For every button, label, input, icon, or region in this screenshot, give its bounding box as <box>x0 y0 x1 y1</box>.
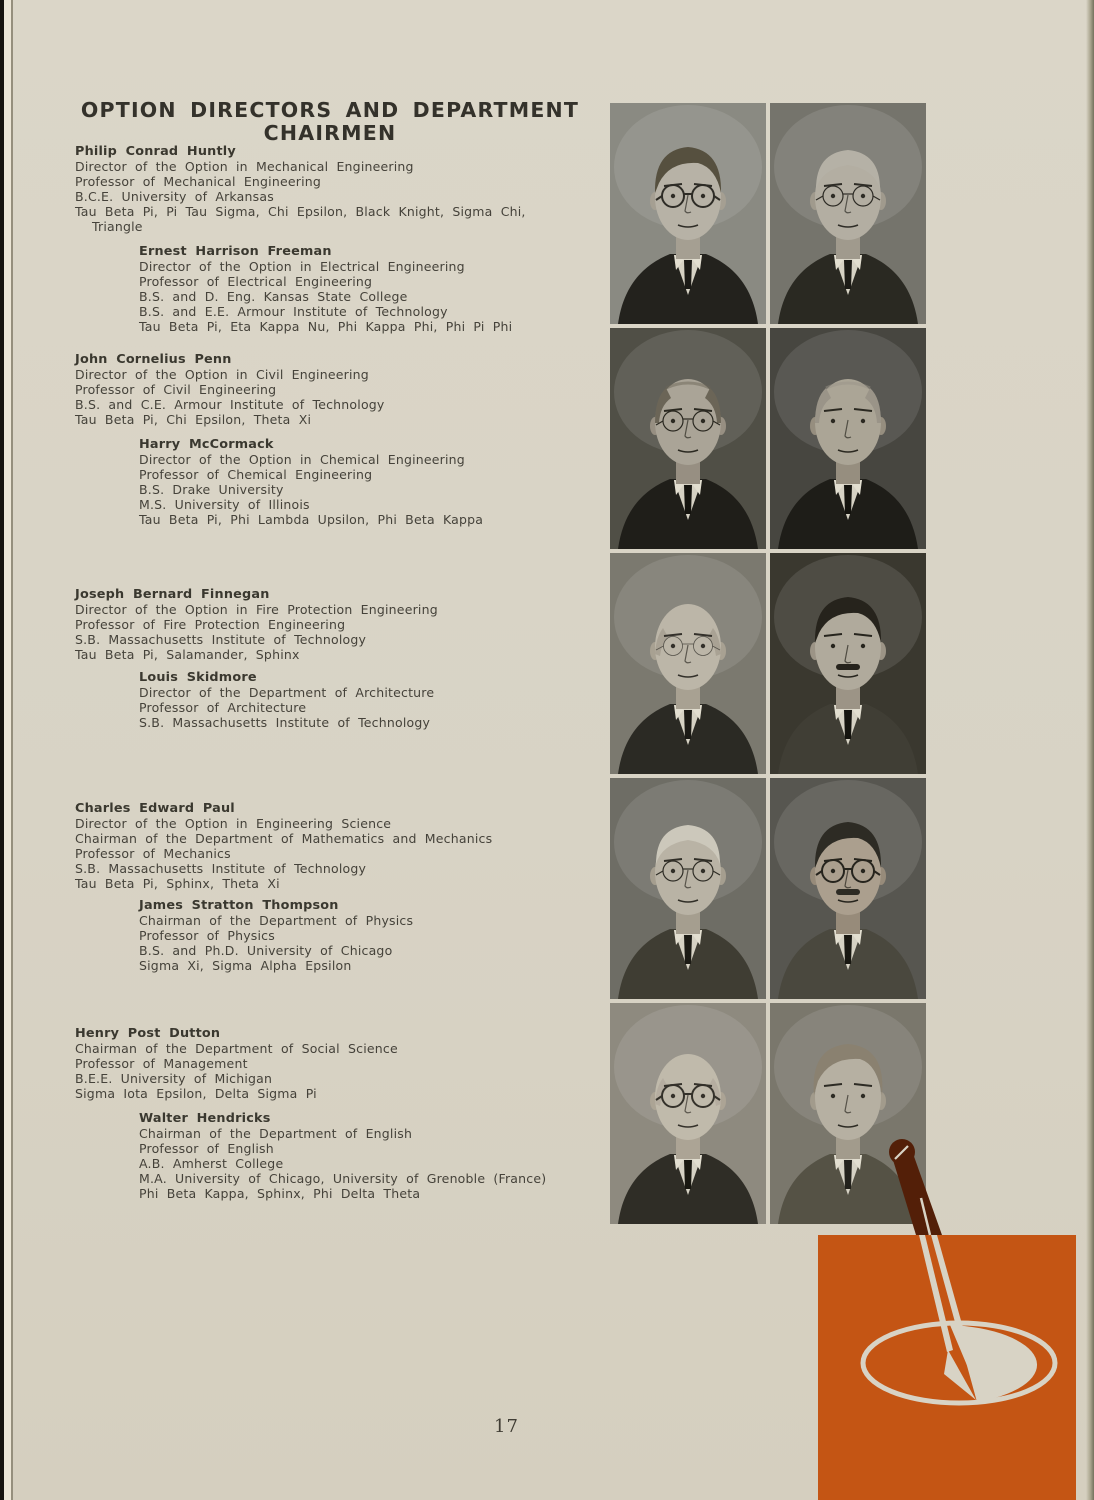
bio-line: Tau Beta Pi, Eta Kappa Nu, Phi Kappa Phi, Phi Pi Phi <box>139 319 513 334</box>
bio-line: Professor of Physics <box>139 928 275 943</box>
bio-line: B.S. and C.E. Armour Institute of Technology <box>75 397 385 412</box>
portrait-photo-skidmore <box>770 553 926 774</box>
compass-legs <box>919 1235 983 1402</box>
bio-line: Director of the Option in Mechanical Engineering <box>75 159 414 174</box>
bio-line: Sigma Xi, Sigma Alpha Epsilon <box>139 958 352 973</box>
bio-line: Director of the Option in Civil Engineering <box>75 367 369 382</box>
bio-line: Professor of Mechanical Engineering <box>75 174 322 189</box>
portrait-photo-hendricks <box>770 1003 926 1224</box>
compass-needle-leg <box>919 1235 953 1352</box>
entry-louis-skidmore <box>139 670 434 730</box>
compass-pen-nib <box>944 1350 976 1400</box>
entry-john-cornelius-penn <box>75 352 385 427</box>
bio-line: Tau Beta Pi, Pi Tau Sigma, Chi Epsilon, Black Knight, Sigma Chi, <box>75 204 526 219</box>
page-number: 17 <box>494 1416 519 1437</box>
entry-joseph-bernard-finnegan <box>75 587 438 662</box>
bio-line: Sigma Iota Epsilon, Delta Sigma Pi <box>75 1086 317 1101</box>
entry-ernest-harrison-freeman <box>139 244 512 334</box>
person-name: Henry Post Dutton <box>75 1026 221 1041</box>
bio-line: Chairman of the Department of Social Science <box>75 1041 398 1056</box>
bio-line: Director of the Option in Electrical Engineering <box>139 259 465 274</box>
bio-line: Chairman of the Department of Physics <box>139 913 414 928</box>
entry-charles-edward-paul <box>75 801 492 891</box>
bio-line: M.A. University of Chicago, University of Grenoble (France) <box>139 1171 547 1186</box>
bio-line: S.B. Massachusetts Institute of Technology <box>139 715 431 730</box>
bio-line: Director of the Option in Chemical Engineering <box>139 452 465 467</box>
page-title-line1: OPTION DIRECTORS AND DEPARTMENT <box>80 98 580 122</box>
entry-james-stratton-thompson <box>139 898 413 973</box>
bio-line: B.S. Drake University <box>139 482 284 497</box>
person-name: Ernest Harrison Freeman <box>139 244 332 259</box>
bio-line: B.S. and Ph.D. University of Chicago <box>139 943 393 958</box>
scan-edge-right <box>1086 0 1094 1500</box>
portrait-photo-freeman <box>770 103 926 324</box>
bio-line: Professor of Management <box>75 1056 248 1071</box>
scan-edge-left <box>0 0 15 1500</box>
portrait-photo-paul <box>610 778 766 999</box>
bio-line: Professor of Civil Engineering <box>75 382 277 397</box>
bio-line: M.S. University of Illinois <box>139 497 310 512</box>
bio-line: Professor of Chemical Engineering <box>139 467 373 482</box>
orange-square <box>818 1235 1076 1500</box>
bio-line: Tau Beta Pi, Chi Epsilon, Theta Xi <box>75 412 312 427</box>
bio-line: Director of the Option in Engineering Science <box>75 816 392 831</box>
bio-line: Professor of Fire Protection Engineering <box>75 617 346 632</box>
entry-henry-post-dutton <box>75 1026 398 1101</box>
bio-line: S.B. Massachusetts Institute of Technology <box>75 632 367 647</box>
bio-line: Professor of Architecture <box>139 700 307 715</box>
bio-line: Chairman of the Department of English <box>139 1126 413 1141</box>
bio-line: S.B. Massachusetts Institute of Technology <box>75 861 367 876</box>
portrait-photo-huntly <box>610 103 766 324</box>
bio-line: Triangle <box>92 219 143 234</box>
person-name: Harry McCormack <box>139 437 274 452</box>
bio-line: Professor of Electrical Engineering <box>139 274 373 289</box>
bio-line: Tau Beta Pi, Salamander, Sphinx <box>75 647 300 662</box>
page-title <box>60 99 600 145</box>
person-name: John Cornelius Penn <box>75 352 232 367</box>
person-name: Joseph Bernard Finnegan <box>75 587 270 602</box>
bio-line: B.S. and E.E. Armour Institute of Technology <box>139 304 448 319</box>
bio-line: Phi Beta Kappa, Sphinx, Phi Delta Theta <box>139 1186 421 1201</box>
ellipse-fill <box>950 1325 1037 1401</box>
person-name: James Stratton Thompson <box>139 898 339 913</box>
person-name: Walter Hendricks <box>139 1111 271 1126</box>
bio-line: Chairman of the Department of Mathematics and Mechanics <box>75 831 493 846</box>
portrait-photo-finnegan <box>610 553 766 774</box>
bio-line: Director of the Option in Fire Protection Engineering <box>75 602 438 617</box>
bio-line: A.B. Amherst College <box>139 1156 284 1171</box>
bio-line: Professor of English <box>139 1141 274 1156</box>
portrait-photo-mccormack <box>770 328 926 549</box>
bio-line: Director of the Department of Architecture <box>139 685 435 700</box>
portrait-photo-penn <box>610 328 766 549</box>
person-name: Philip Conrad Huntly <box>75 144 236 159</box>
entry-walter-hendricks <box>139 1111 546 1201</box>
bio-line: Tau Beta Pi, Sphinx, Theta Xi <box>75 876 280 891</box>
portrait-photo-dutton <box>610 1003 766 1224</box>
bio-line: Tau Beta Pi, Phi Lambda Upsilon, Phi Beta Kappa <box>139 512 484 527</box>
person-name: Charles Edward Paul <box>75 801 235 816</box>
page-title-line2: CHAIRMEN <box>263 121 397 145</box>
bio-line: B.C.E. University of Arkansas <box>75 189 274 204</box>
bio-line: Professor of Mechanics <box>75 846 231 861</box>
bio-line: B.S. and D. Eng. Kansas State College <box>139 289 408 304</box>
bio-line: B.E.E. University of Michigan <box>75 1071 273 1086</box>
entry-harry-mccormack <box>139 437 483 527</box>
person-name: Louis Skidmore <box>139 670 257 685</box>
entry-philip-conrad-huntly <box>75 144 526 234</box>
drawn-ellipse <box>863 1323 1055 1403</box>
portrait-photo-thompson <box>770 778 926 999</box>
compass-pen-leg <box>931 1235 983 1402</box>
